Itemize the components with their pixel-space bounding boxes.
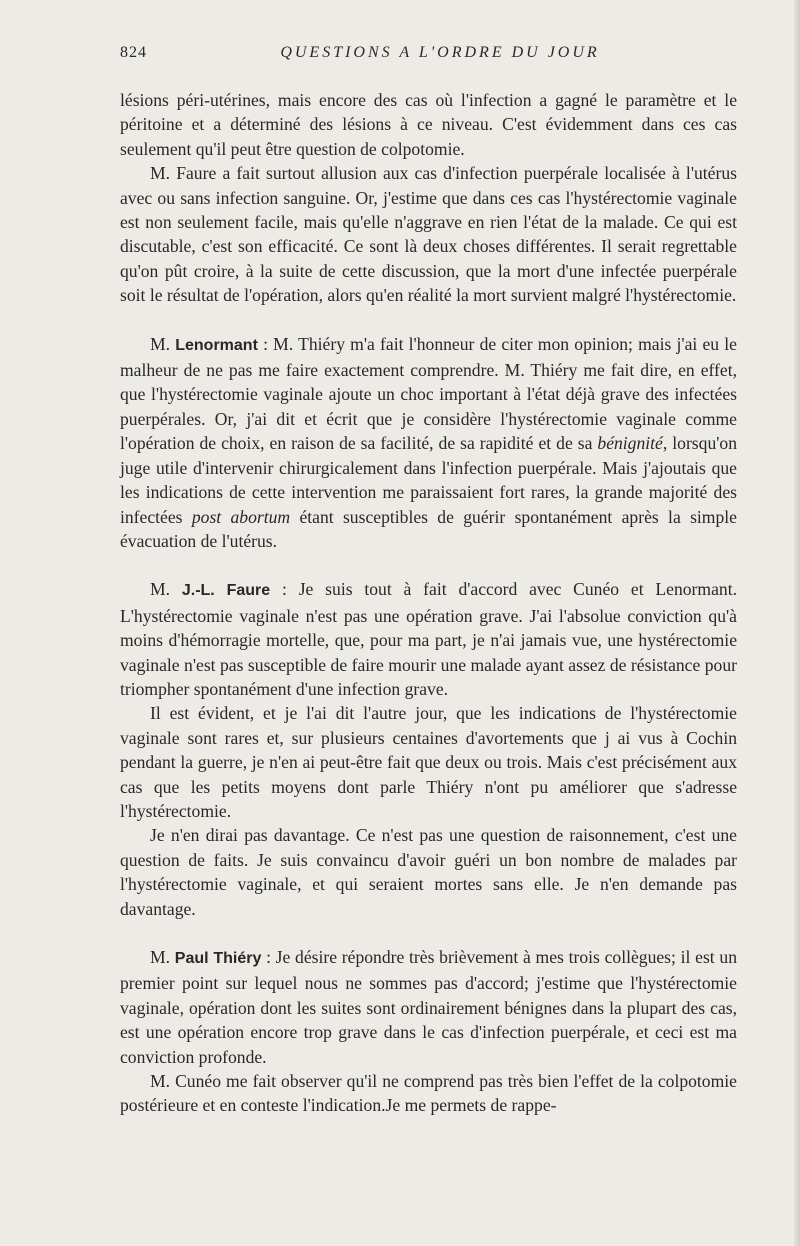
paragraph-faure bbox=[120, 577, 737, 701]
italic-phrase: post abortum bbox=[191, 506, 291, 527]
speaker-prefix: M. bbox=[150, 579, 182, 600]
paragraph-lenormant bbox=[120, 332, 737, 554]
text-segment: étant susceptibles de guérir spontanément après la simple évacuation de l'utérus. bbox=[120, 506, 737, 551]
speaker-name-faure: J.-L. Faure bbox=[181, 582, 271, 600]
running-title: QUESTIONS A L'ORDRE DU JOUR bbox=[280, 44, 600, 61]
paragraph-1: lésions péri-utérines, mais encore des cas où l'infection a gagné le paramètre et le péritoine et a déterminé des lésions à ce niveau. C'est évidemment dans ces cas seulement qu'il peut être question de colpotomie. bbox=[120, 90, 737, 159]
speaker-name-thiery: Paul Thiéry bbox=[174, 950, 262, 967]
paragraph-thiery bbox=[120, 945, 737, 1069]
paragraph-8: M. Cunéo me fait observer qu'il ne comprend pas très bien l'effet de la colpotomie postérieure et en conteste l'indication.Je me permets de rappe- bbox=[120, 1071, 737, 1116]
paragraph-2: M. Faure a fait surtout allusion aux cas d'infection puerpérale localisée à l'utérus avec ou sans infection sanguine. Or, j'estime que dans ces cas l'hystérectomie vaginale est non seulement facile, mais qu'elle n'aggrave en rien l'état de la malade. Ce qui est discutable, c'est son efficacité. Ce sont là deux choses différentes. Il serait regrettable qu'on pût croire, à la suite de cette discussion, que la mort d'une infectée puerpérale soit le résultat de l'opération, alors qu'en réalité la mort survient malgré l'hystérectomie. bbox=[120, 163, 737, 306]
text-segment: : M. Thiéry m'a fait l'honneur de citer mon opinion; mais j'ai eu le malheur de ne pas me faire exactement comprendre. M. Thiéry me fait dire, en effet, que l'hystérectomie vaginale ajoute un choc important à l'état déjà grave des infectées puerpérales. Or, j'ai dit et écrit que je considère l'hystérectomie vaginale comme l'opération de choix, en raison de sa facilité, de sa rapidité et de sa bbox=[120, 333, 737, 454]
speaker-name-lenormant: Lenormant bbox=[175, 336, 258, 354]
page-number: 824 bbox=[120, 44, 147, 61]
paragraph-5: Il est évident, et je l'ai dit l'autre jour, que les indications de l'hystérectomie vaginale sont rares et, sur plusieurs centaines d'avortements que j ai vus à Cochin pendant la guerre, je n'en ai peut-être fait que deux ou trois. Mais c'est précisément aux cas que les petits moyens dont parle Thiéry n'ont pu améliorer que s'adresse l'hystérectomie. bbox=[120, 703, 737, 821]
page-edge-shadow bbox=[794, 0, 800, 1246]
page-body bbox=[120, 88, 737, 1118]
page-header bbox=[120, 44, 740, 64]
speaker-prefix: M. bbox=[150, 947, 175, 967]
speaker-prefix: M. bbox=[150, 333, 176, 354]
text-segment: : Je suis tout à fait d'accord avec Cunéo et Lenormant. L'hystérectomie vaginale n'est pas une opération grave. J'ai l'absolue conviction qu'à moins d'hémorragie mortelle, que, pour ma part, je n'ai jamais vue, une hystérectomie vaginale n'est pas susceptible de faire mourir une malade ayant assez de résistance pour triompher spontanément d'une infection grave. bbox=[120, 579, 737, 699]
text-segment: , lorsqu'on juge utile d'intervenir chirurgicalement dans l'infection puerpérale. Mais j'ajoutais que les indications de cette intervention me paraissaient fort rares, la grande majorité des infectées bbox=[120, 433, 738, 527]
paragraph-6: Je n'en dirai pas davantage. Ce n'est pas une question de raisonnement, c'est une question de faits. Je suis convaincu d'avoir guéri un bon nombre de malades par l'hystérectomie vaginale, et qui seraient mortes sans elle. Je n'en demande pas davantage. bbox=[120, 825, 737, 919]
text-segment: : Je désire répondre très brièvement à mes trois collègues; il est un premier point sur lequel nous ne sommes pas d'accord; j'estime que l'hystérectomie vaginale, opération dont les suites sont ordinairement bénignes dans la plupart des cas, est une opération encore trop grave dans le cas d'infection puerpérale, et ceci est ma conviction profonde. bbox=[120, 947, 737, 1067]
italic-word: bénignité bbox=[597, 433, 663, 454]
